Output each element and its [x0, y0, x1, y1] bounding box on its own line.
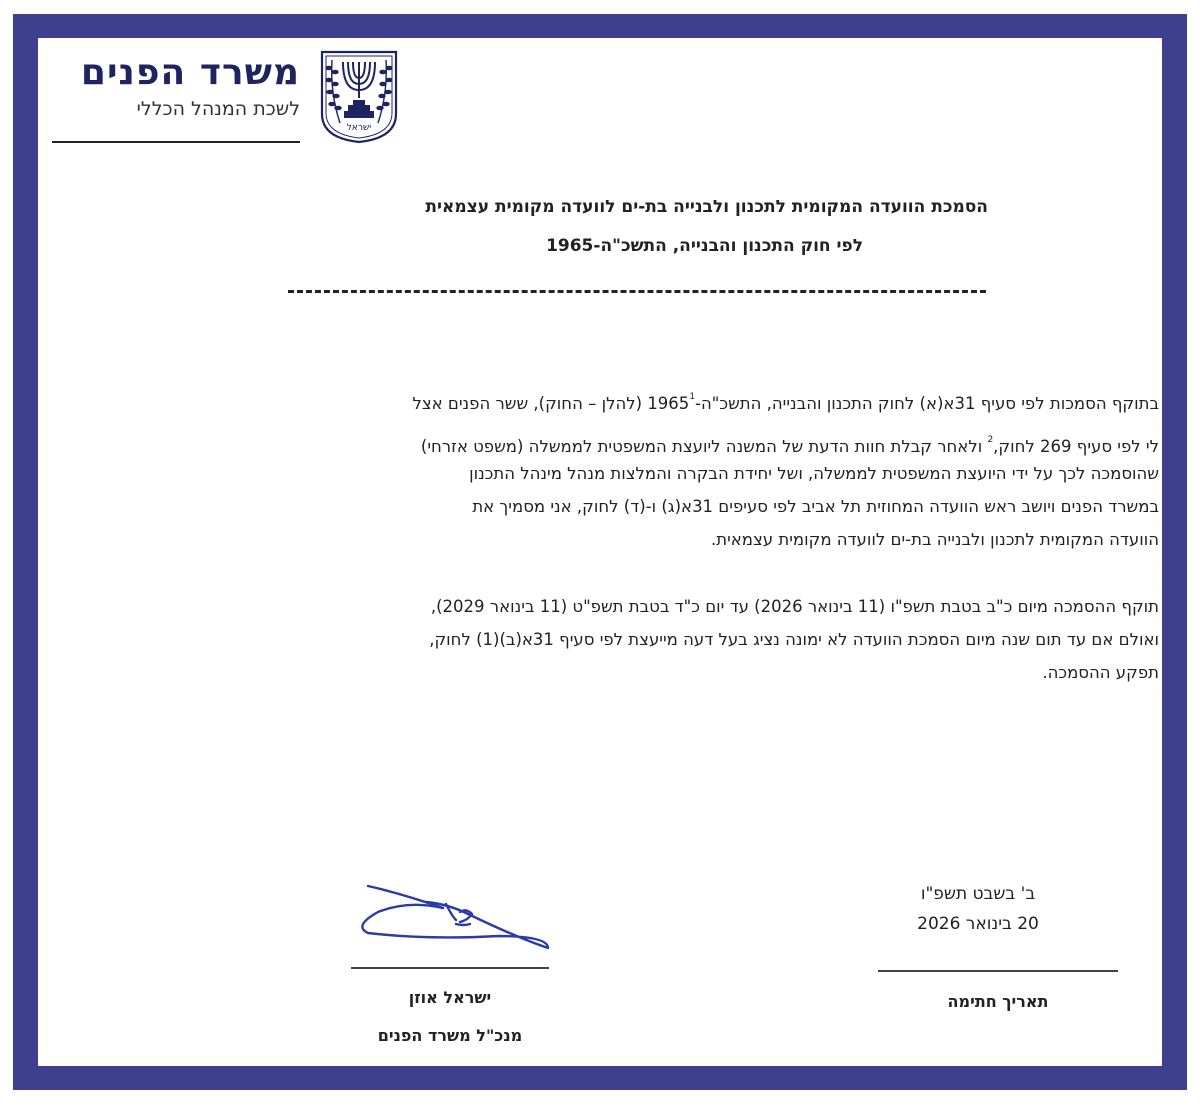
state-of-israel-emblem-icon [318, 48, 400, 144]
handwritten-signature [348, 878, 553, 958]
ministry-name: משרד הפנים [80, 52, 300, 93]
body-line: תוקף ההסמכה מיום כ"ב בטבת תשפ"ו (11 בינואר 2026) עד יום כ"ד בטבת תשפ"ט (11 בינואר 2029), [430, 597, 1159, 616]
paragraph-2 [178, 590, 1159, 689]
office-name: לשכת המנהל הכללי [136, 98, 300, 120]
body-line: שהוסמכה לכך על ידי היועצת המשפטית לממשלה, ושל יחידת הבקרה והמלצות מנהל מינהל התכנון [469, 464, 1159, 483]
paragraph-1 [178, 376, 1159, 556]
footnote-marker: 2 [987, 435, 994, 445]
signing-date-hebrew: ב' בשבט תשפ"ו [920, 884, 1036, 904]
body-line: בתוקף הסמכות לפי סעיף 31א(א) לחוק התכנון והבנייה, התשכ"ה-1965$^1$ (להלן – החוק), ששר הפנים אצל [412, 392, 1159, 413]
signing-date-gregorian: 20 בינואר 2026 [917, 914, 1039, 934]
title-line-2: לפי חוק התכנון והבנייה, התשכ"ה-1965 [546, 236, 863, 256]
document-page [38, 38, 1162, 1066]
body-line: במשרד הפנים ויושב ראש הוועדה המחוזית תל אביב לפי סעיפים 31א(ג) ו-(ד) לחוק, אני מסמיך את [472, 497, 1159, 516]
title-line-1: הסמכת הוועדה המקומית לתכנון ולבנייה בת-ים לוועדה מקומית עצמאית [425, 197, 988, 217]
body-line: תפקע ההסמכה. [1042, 663, 1159, 682]
date-line [878, 970, 1118, 972]
body-line: ואולם אם עד תום שנה מיום הסמכת הוועדה לא ימונה נציג בעל דעה מייעצת לפי סעיף 31א(ב)(1) לחוק, [429, 630, 1159, 649]
footnote-marker: 1 [689, 392, 696, 402]
signing-date-label: תאריך חתימה [947, 992, 1049, 1011]
document-title [218, 196, 988, 257]
title-dashed-divider [288, 290, 986, 293]
signatory-role: מנכ"ל משרד הפנים [377, 1026, 523, 1045]
letterhead [38, 38, 1162, 158]
signatory-name: ישראל אוזן [408, 988, 492, 1007]
svg-text:ישראל: ישראל [346, 123, 372, 133]
body-line: לי לפי סעיף 269 לחוק,$^2$ ולאחר קבלת חוות הדעת של המשנה ליועצת המשפטית לממשלה (משפט אזרחי) [420, 435, 1159, 456]
signature-line [351, 967, 549, 969]
body-line: הוועדה המקומית לתכנון ולבנייה בת-ים לוועדה מקומית עצמאית. [711, 530, 1159, 549]
document-body [178, 376, 1159, 689]
header-divider [52, 141, 300, 143]
